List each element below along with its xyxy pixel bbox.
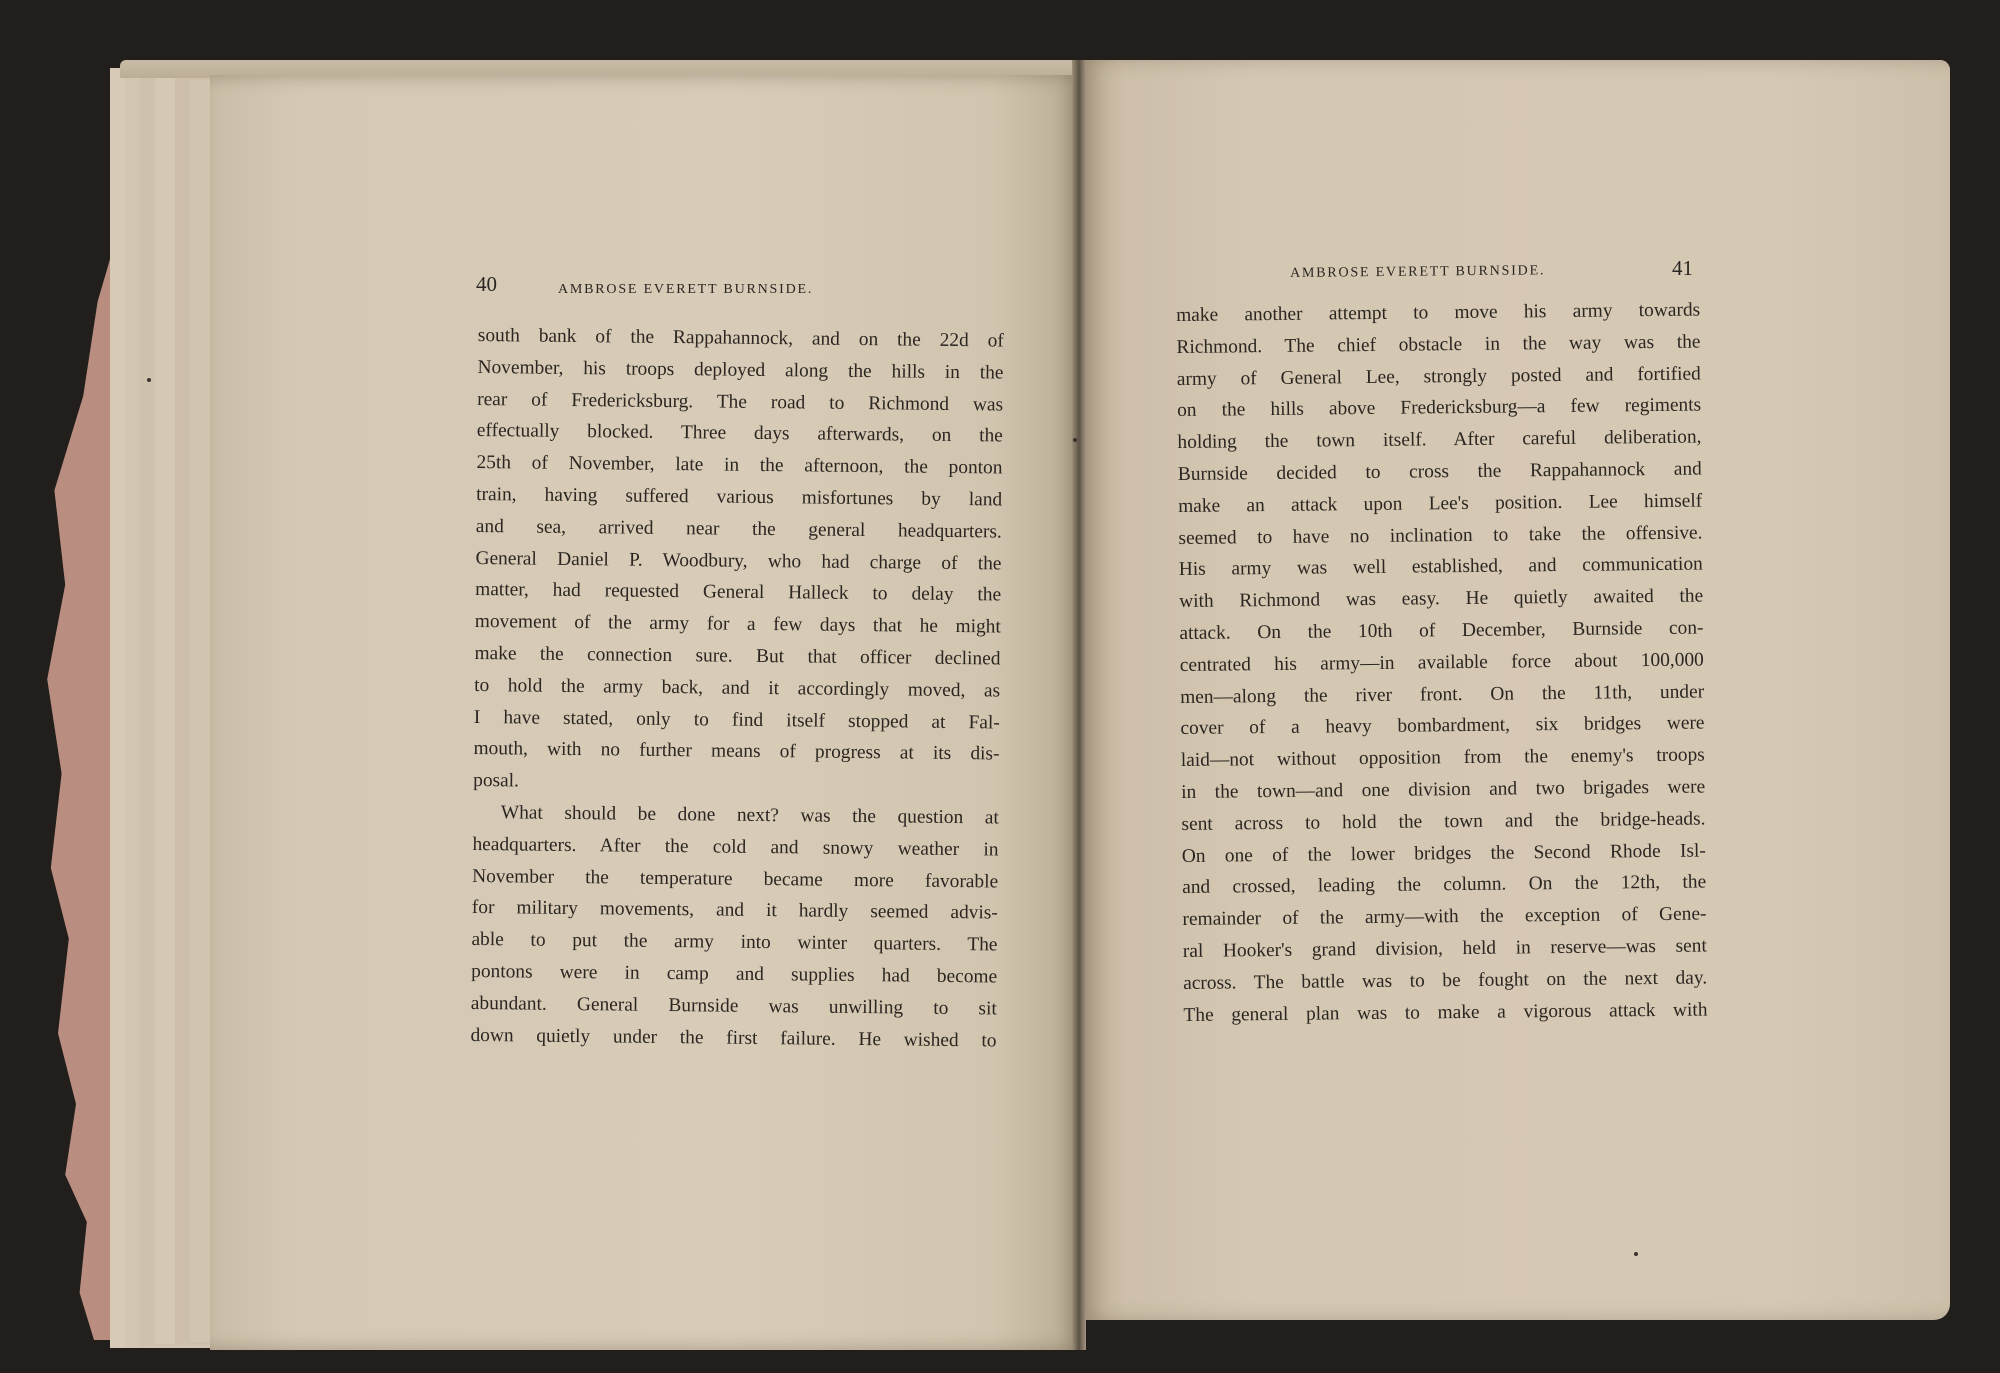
text-line: train, having suffered various misfortunes by land (476, 483, 1003, 511)
text-line: 25th of November, late in the afternoon, the ponton (476, 452, 1003, 479)
text-line: in the town—and one division and two brigades were (1181, 776, 1706, 803)
text-line: effectually blocked. Three days afterwards, on the (476, 420, 1003, 447)
text-line: Richmond. The chief obstacle in the way was the (1176, 331, 1701, 358)
text-line: men—along the river front. On the 11th, under (1180, 681, 1705, 708)
right-page-number: 41 (1672, 256, 1693, 280)
text-line: centrated his army—in available force about 100,000 (1179, 649, 1704, 676)
text-line: make another attempt to move his army towards (1176, 299, 1701, 326)
text-line: to hold the army back, and it accordingly moved, as (474, 674, 1001, 702)
text-line: On one of the lower bridges the Second Rhode Isl- (1181, 840, 1706, 867)
text-line: and crossed, leading the column. On the 12th, the (1182, 871, 1707, 899)
text-line: General Daniel P. Woodbury, who had charge of the (475, 547, 1002, 575)
text-line: ral Hooker's grand division, held in reserve—was sent (1182, 935, 1707, 962)
paper-speck (1073, 438, 1077, 442)
right-running-head: AMBROSE EVERETT BURNSIDE. (1290, 263, 1546, 281)
text-line: laid—not without opposition from the enemy's troops (1180, 744, 1705, 772)
book-gutter (1072, 60, 1086, 1350)
text-line: and sea, arrived near the general headquarters. (475, 515, 1002, 543)
text-line: abundant. General Burnside was unwilling to sit (470, 992, 997, 1020)
text-line: Burnside decided to cross the Rappahannock and (1177, 458, 1702, 485)
text-line: able to put the army into winter quarters. The (471, 929, 998, 956)
text-line: holding the town itself. After careful deliberation, (1177, 426, 1702, 454)
text-line: make the connection sure. But that officer declined (474, 642, 1001, 670)
text-line: The general plan was to make a vigorous attack with (1183, 999, 1708, 1026)
text-line: matter, had requested General Halleck to delay the (475, 579, 1002, 606)
text-line: November, his troops deployed along the hills in the (477, 356, 1004, 384)
paper-speck (1634, 1252, 1638, 1256)
text-line: pontons were in camp and supplies had become (471, 960, 998, 988)
text-line: down quietly under the first failure. He wished to (470, 1024, 997, 1051)
text-line: What should be done next? was the question at (500, 802, 999, 829)
text-line: November the temperature became more favorable (472, 865, 999, 893)
text-line: attack. On the 10th of December, Burnside con- (1179, 617, 1704, 644)
text-line: south bank of the Rappahannock, and on the 22d of (477, 324, 1004, 352)
text-line: rear of Fredericksburg. The road to Richmond was (477, 388, 1004, 416)
text-line: make an attack upon Lee's position. Lee himself (1178, 490, 1703, 517)
right-page-text (1176, 295, 1708, 1032)
text-line: seemed to have no inclination to take the offensive. (1178, 522, 1703, 549)
text-line: His army was well established, and communication (1178, 553, 1703, 581)
paper-speck (147, 378, 151, 382)
text-line: posal. (473, 770, 520, 792)
text-line: mouth, with no further means of progress at its dis- (473, 738, 1000, 765)
text-line: I have stated, only to find itself stopped at Fal- (473, 706, 1000, 734)
text-line: movement of the army for a few days that he might (474, 611, 1001, 638)
text-line: army of General Lee, strongly posted and fortified (1176, 363, 1701, 390)
left-page-number: 40 (476, 272, 497, 296)
text-line: across. The battle was to be fought on the next day. (1183, 967, 1708, 994)
left-running-head: AMBROSE EVERETT BURNSIDE. (558, 282, 814, 297)
left-page-text (470, 320, 1004, 1057)
text-line: with Richmond was easy. He quietly awaited the (1179, 585, 1704, 613)
text-line: for military movements, and it hardly seemed advis- (471, 897, 998, 924)
text-line: cover of a heavy bombardment, six bridges were (1180, 712, 1705, 740)
text-line: sent across to hold the town and the bridge-heads. (1181, 808, 1706, 835)
text-line: headquarters. After the cold and snowy weather in (472, 833, 999, 861)
text-line: on the hills above Fredericksburg—a few regiments (1177, 394, 1702, 422)
text-line: remainder of the army—with the exception of Gene- (1182, 903, 1707, 931)
